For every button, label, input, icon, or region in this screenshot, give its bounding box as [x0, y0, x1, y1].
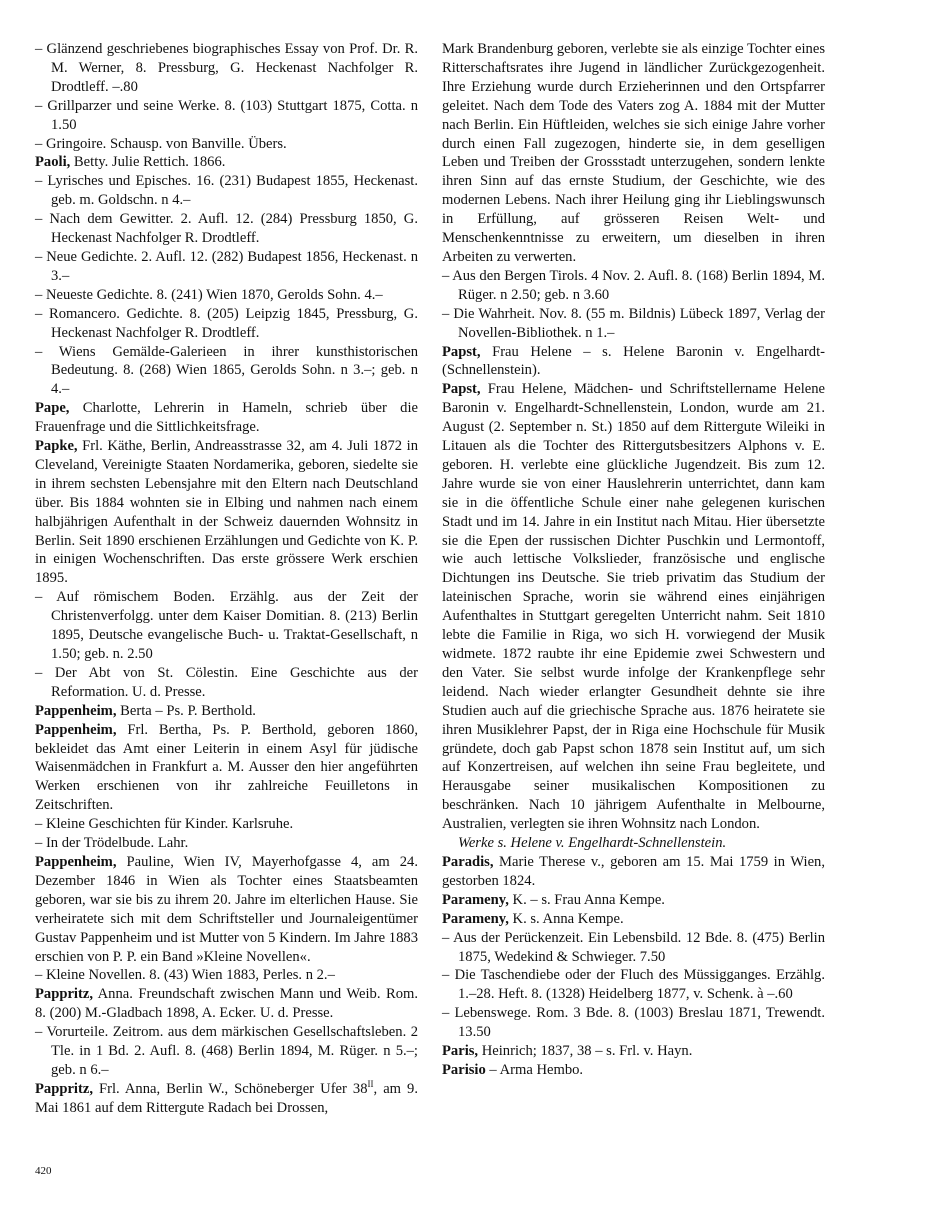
entry-text: – Neueste Gedichte. 8. (241) Wien 1870, Gerolds Sohn. 4.– — [35, 286, 383, 303]
work-listing — [35, 97, 418, 135]
entry-text: – Die Wahrheit. Nov. 8. (55 m. Bildnis) Lübeck 1897, Verlag der Novellen-Bibliothek. n 1.– — [442, 305, 825, 341]
entry-text: – Lyrisches und Episches. 16. (231) Budapest 1855, Heckenast. geb. m. Goldschn. n 4.– — [35, 173, 418, 209]
dictionary-entry — [442, 343, 825, 381]
dictionary-entry — [35, 702, 418, 721]
entry-text: – Kleine Geschichten für Kinder. Karlsruhe. — [35, 816, 294, 833]
entry-text: – Die Taschendiebe oder der Fluch des Müssigganges. Erzählg. 1.–28. Heft. 8. (1328) Heidelberg 1877, v. Schenk. à –.60 — [442, 967, 825, 1003]
entry-text: – Grillparzer und seine Werke. 8. (103) Stuttgart 1875, Cotta. n 1.50 — [35, 97, 418, 133]
right-column — [442, 40, 825, 1080]
entry-text: – Aus der Perückenzeit. Ein Lebensbild. 12 Bde. 8. (475) Berlin 1875, Wedekind & Schwieger. 7.50 — [442, 929, 825, 965]
dictionary-entry — [442, 1042, 825, 1061]
entry-text: – Nach dem Gewitter. 2. Aufl. 12. (284) Pressburg 1850, G. Heckenast Nachfolger R. Drodtleff. — [35, 211, 418, 247]
entry-headword: Pappenheim, — [35, 702, 117, 719]
dictionary-entry — [35, 153, 418, 172]
dictionary-entry — [35, 853, 418, 966]
entry-headword: Papst, — [442, 381, 481, 398]
entry-text: – Wiens Gemälde-Galerieen in ihrer kunsthistorischen Bedeutung. 8. (268) Wien 1865, Gerolds Sohn. n 3.–; geb. n 4.– — [35, 343, 418, 398]
work-listing — [35, 135, 418, 154]
dictionary-entry — [442, 853, 825, 891]
entry-text: Berta – Ps. P. Berthold. — [116, 702, 256, 719]
entry-text: – Arma Hembo. — [485, 1061, 584, 1078]
work-listing — [35, 664, 418, 702]
entry-text: K. – s. Frau Anna Kempe. — [508, 891, 665, 908]
entry-text: Frl. Anna, Berlin W., Schöneberger Ufer 38 — [92, 1080, 368, 1097]
entry-text: Frl. Käthe, Berlin, Andreasstrasse 32, am 4. Juli 1872 in Cleveland, Vereinigte Staaten Nordamerika, geboren, siedelte sie in ihrem sechsten Lebensjahre mit den Eltern nach Deutschland über. Bis 1884 wohnten sie in Elbing und nahmen nach einem halbjährigen Aufenthalt in der Schweiz dauernden Wohnsitz in Berlin. Seit 1890 erschienen Erzählungen und Gedichte von K. P. in einigen Wochenschriften. Das erste grössere Werk erschien 1895. — [35, 438, 418, 587]
dictionary-entry — [442, 1061, 825, 1080]
entry-headword: Pappenheim, — [35, 853, 117, 870]
work-listing — [35, 834, 418, 853]
entry-text: Mark Brandenburg geboren, verlebte sie als einzige Tochter eines Ritterschaftsrates ihre Jugend in ländlicher Zurückgezogenheit. Ihre Erziehung wurde durch Erzieherinnen und den Ortspfarrer geleitet. Nach dem Tode des Vaters zog A. 1884 mit der Mutter nach Berlin. Ein Hüftleiden, welches sie sich einige Jahre vorher durch einen Fall zugezogen, hinderte sie, in dem geselligen Leben und Treiben der Grossstadt unterzugehen, sondern lenkte ihren Sinn auf das ernste Studium, der Geschichte, wie des modernen Lebens. Nach ihrer Heilung ging ihr Lieblingswunsch in Erfüllung, auf grösseren Reisen Welt- und Menschenkenntnisse zu erweitern, um dieselben in ihren Arbeiten zu verwerten. — [442, 41, 826, 265]
work-listing — [35, 588, 418, 664]
entry-headword: Parameny, — [442, 891, 509, 908]
work-listing — [442, 305, 825, 343]
entry-text: – Neue Gedichte. 2. Aufl. 12. (282) Budapest 1856, Heckenast. n 3.– — [35, 248, 418, 284]
entry-headword: Parisio — [442, 1061, 486, 1078]
entry-text: – Lebenswege. Rom. 3 Bde. 8. (1003) Breslau 1871, Trewendt. 13.50 — [442, 1005, 825, 1041]
entry-headword: Parameny, — [442, 910, 509, 927]
work-listing — [35, 966, 418, 985]
work-listing — [35, 248, 418, 286]
dictionary-entry — [442, 40, 825, 267]
work-listing — [442, 966, 825, 1004]
dictionary-entry — [35, 437, 418, 588]
entry-text: – In der Trödelbude. Lahr. — [35, 835, 189, 852]
works-reference — [442, 834, 825, 853]
entry-text: Pauline, Wien IV, Mayerhofgasse 4, am 24. Dezember 1846 in Wien als Tochter eines Staatsbeamten geboren, war sie bis zu ihrem 20. Jahre im elterlichen Hause. Sie verheiratete sich mit dem Schriftsteller und Journaleigentümer Gustav Pappenheim und ist Mutter von 5 Kindern. Im Jahre 1883 erschien von P. P. ein Band »Kleine Novellen«. — [35, 853, 418, 965]
work-listing — [442, 267, 825, 305]
entry-headword: Papst, — [442, 343, 481, 360]
dictionary-entry — [35, 399, 418, 437]
entry-headword: Paradis, — [442, 853, 494, 870]
page-number: 420 — [35, 1165, 52, 1177]
work-listing — [35, 172, 418, 210]
dictionary-entry — [35, 985, 418, 1023]
entry-text: Heinrich; 1837, 38 – s. Frl. v. Hayn. — [478, 1043, 693, 1060]
entry-text: Charlotte, Lehrerin in Hameln, schrieb über die Frauenfrage und die Sittlichkeitsfrage. — [35, 400, 418, 436]
work-listing — [35, 210, 418, 248]
entry-headword: Pappritz, — [35, 1080, 93, 1097]
dictionary-entry — [442, 910, 825, 929]
dictionary-entry — [442, 380, 825, 834]
entry-text: – Vorurteile. Zeitrom. aus dem märkischen Gesellschaftsleben. 2 Tle. in 1 Bd. 2. Aufl. 8. (468) Berlin 1894, M. Rüger. n 5.–; geb. n 6.– — [35, 1024, 418, 1078]
entry-headword: Pappritz, — [35, 986, 93, 1003]
work-listing — [35, 1023, 418, 1080]
entry-text: – Kleine Novellen. 8. (43) Wien 1883, Perles. n 2.– — [35, 967, 335, 984]
entry-text: Betty. Julie Rettich. 1866. — [70, 154, 226, 171]
work-listing — [442, 1004, 825, 1042]
entry-text: Anna. Freundschaft zwischen Mann und Weib. Rom. 8. (200) M.-Gladbach 1898, A. Ecker. U. d. Presse. — [35, 986, 418, 1022]
work-listing — [35, 286, 418, 305]
entry-text: – Aus den Bergen Tirols. 4 Nov. 2. Aufl. 8. (168) Berlin 1894, M. Rüger. n 2.50; geb. n 3.60 — [442, 267, 825, 303]
work-listing — [35, 305, 418, 343]
entry-text: – Romancero. Gedichte. 8. (205) Leipzig 1845, Pressburg, G. Heckenast Nachfolger R. Drodtleff. — [35, 305, 418, 341]
entry-text-continued: , am 9. Mai 1861 auf dem Rittergute Radach bei Drossen, — [35, 1080, 418, 1116]
dictionary-entry — [442, 891, 825, 910]
entry-text: Frl. Bertha, Ps. P. Berthold, geboren 1860, bekleidet das Amt einer Leiterin in einem Asyl für jüdische Waisenmädchen in Frankfurt a. M. Ausser den hier angeführten Werken erschienen von ihr zahlreiche Feuilletons in Zeitschriften. — [35, 721, 418, 814]
work-listing — [35, 815, 418, 834]
work-listing — [35, 40, 418, 97]
entry-text: – Auf römischem Boden. Erzählg. aus der Zeit der Christenverfolgg. unter dem Kaiser Domitian. 8. (213) Berlin 1895, Deutsche evangelische Buch- u. Traktat-Gesellschaft, n 1.50; geb. n. 2.50 — [35, 589, 418, 662]
entry-text: K. s. Anna Kempe. — [508, 910, 624, 927]
entry-headword: Paris, — [442, 1043, 479, 1060]
left-column — [35, 40, 418, 1118]
entry-text: Frau Helene – s. Helene Baronin v. Engelhardt-(Schnellenstein). — [442, 343, 825, 379]
work-listing — [35, 343, 418, 400]
dictionary-entry — [35, 721, 418, 816]
entry-text: – Gringoire. Schausp. von Banville. Übers. — [35, 135, 287, 152]
work-listing — [442, 929, 825, 967]
entry-headword: Paoli, — [35, 154, 71, 171]
entry-text: – Der Abt von St. Cölestin. Eine Geschichte aus der Reformation. U. d. Presse. — [35, 664, 418, 700]
dictionary-entry — [35, 1080, 418, 1118]
entry-headword: Papke, — [35, 438, 78, 455]
entry-text: Werke s. Helene v. Engelhardt-Schnellenstein. — [458, 835, 727, 852]
entry-text: Marie Therese v., geboren am 15. Mai 1759 in Wien, gestorben 1824. — [442, 853, 825, 889]
entry-headword: Pappenheim, — [35, 721, 117, 738]
entry-text: Frau Helene, Mädchen- und Schriftstellername Helene Baronin v. Engelhardt-Schnellenstein, London, wurde am 21. August (2. September n. St.) 1850 auf dem Rittergute Wileiki in Litauen als die Tochter des Rittergutsbesitzers Alphons v. E. geboren. H. verlebte eine glückliche Jugendzeit. Bis zum 12. Jahre wurde sie von einer Hauslehrerin unterrichtet, dann kam sie in die öffentliche Schule einer nahe gelegenen kurischen Stadt und im 14. Jahre in ein Institut nach Mitau. Hier übersetzte sie die Epen der russischen Dichter Puschkin und Lermontoff, wie auch lettische Volkslieder, französische und englische Dichtungen ins Deutsche. Sie trieb privatim das Studium der lateinischen Sprache, worin sie während eines einjährigen Aufenthaltes in Stuttgart geregelten Unterricht nahm. Seit 1810 lebte die Familie in Riga, wo sich H. vorwiegend der Musik widmete. 1872 raubte ihr eine Epidemie zwei Schwestern und den Vater. Sie selbst wurde infolge der Krankenpflege sehr leidend. Nach wieder erlangter Gesundheit dehnte sie ihre Studien auch auf die griechische Sprache aus. 1876 heiratete sie ihren Musiklehrer Papst, der in Riga eine Hochschule für Musik gründete, doch gab Papst schon 1878 sein Institut auf, um sich auf Konzertreisen, auf welchen ihn seine Frau begleitete, und Herausgabe seiner musikalischen Kompositionen zu beschränken. Nach 10 jährigem Aufenthalte in Melbourne, Australien, verlegten sie ihren Wohnsitz nach London. — [442, 381, 825, 833]
superscript: II — [367, 1078, 374, 1089]
entry-headword: Pape, — [35, 400, 70, 417]
entry-text: – Glänzend geschriebenes biographisches Essay von Prof. Dr. R. M. Werner, 8. Pressburg, G. Heckenast Nachfolger R. Drodtleff. –.80 — [35, 41, 418, 95]
